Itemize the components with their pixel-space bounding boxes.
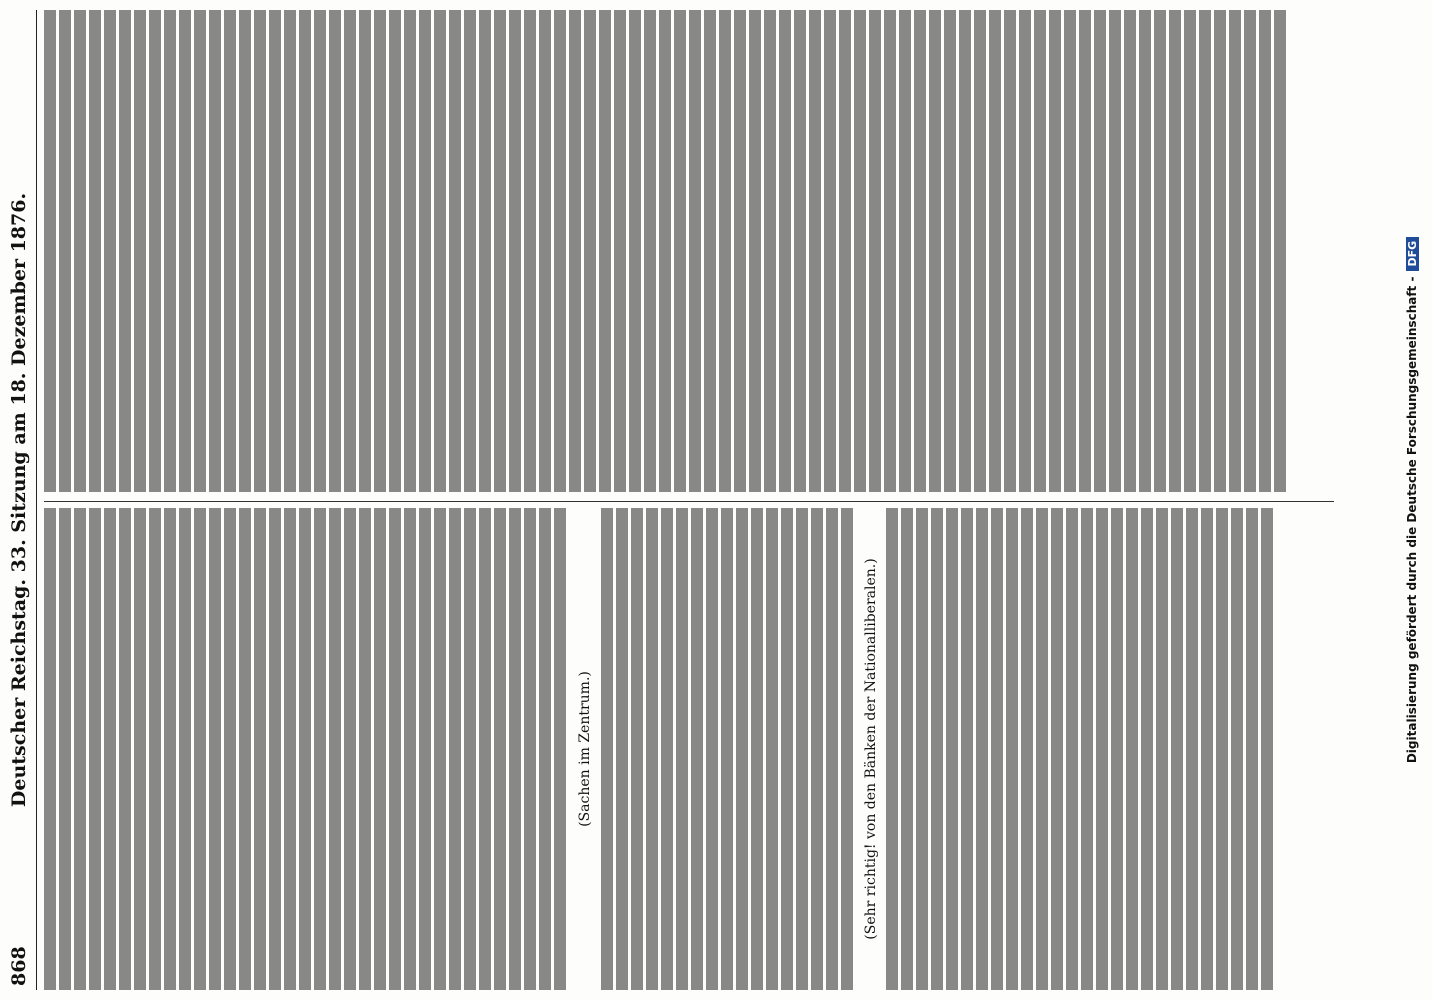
text-block xyxy=(886,508,1276,990)
interjection-line: (Sachen im Zentrum.) xyxy=(577,671,593,827)
column-divider xyxy=(44,501,1334,502)
text-block xyxy=(44,508,569,990)
running-head: Deutscher Reichstag. 33. Sitzung am 18. Dezember 1876. xyxy=(8,192,30,808)
digitization-credit xyxy=(1399,10,1425,990)
interjection-line: (Sehr richtig! von den Bänken der Nationalliberalen.) xyxy=(863,558,879,940)
text-column-right xyxy=(44,10,1289,492)
text-column-left xyxy=(44,508,1276,990)
header-rule xyxy=(36,10,37,990)
text-block xyxy=(44,10,1289,492)
credit-label: Digitalisierung gefördert durch die Deutsche Forschungsgemeinschaft - xyxy=(1405,276,1419,764)
page-number: 868 xyxy=(8,946,30,986)
dfg-logo: DFG xyxy=(1406,237,1419,271)
credit-text xyxy=(1405,20,1419,980)
text-block xyxy=(601,508,856,990)
